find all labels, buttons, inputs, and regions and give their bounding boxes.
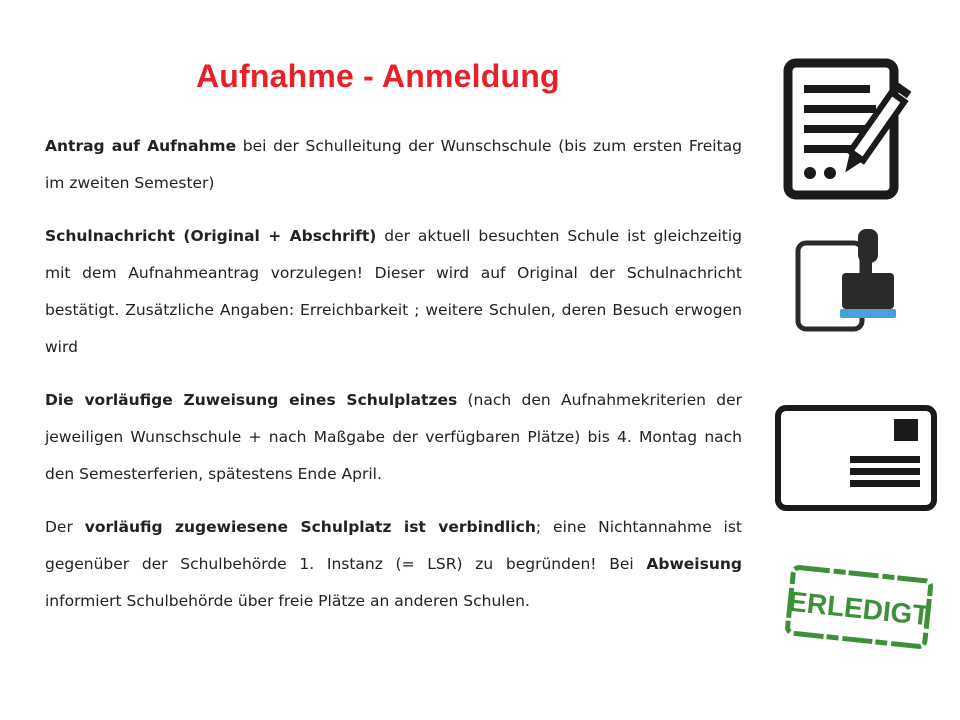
erledigt-stamp-icon	[778, 560, 940, 656]
paragraph-schulnachricht	[45, 218, 742, 366]
paragraph-antrag	[45, 128, 742, 202]
paragraph-bold: Die vorläufige Zuweisung eines Schulplatzes	[45, 391, 458, 409]
paragraph-text: ; eine Nichtannahme ist gegenüber der Schulbehörde 1. Instanz (= LSR) zu begründen! Bei	[45, 518, 742, 573]
paragraph-verbindlich	[45, 509, 742, 620]
page-title: Aufnahme - Anmeldung	[196, 58, 560, 94]
stamp-icon	[792, 225, 904, 337]
paragraph-bold: vorläufig zugewiesene Schulplatz ist verbindlich	[84, 518, 536, 536]
paragraph-text: (nach den Aufnahmekriterien der jeweiligen Wunschschule + nach Maßgabe der verfügbaren Plätze) bis 4. Montag nach den Semesterferien, spätestens Ende April.	[45, 391, 742, 483]
paragraph-text: Der	[45, 518, 85, 536]
paragraph-zuweisung	[45, 382, 742, 493]
paragraph-bold: Abweisung	[646, 555, 742, 573]
paragraph-text: bei der Schulleitung der Wunschschule (bis zum ersten Freitag im zweiten Semester)	[45, 137, 742, 192]
form-with-pencil-icon	[780, 55, 925, 203]
envelope-icon	[774, 404, 938, 512]
erledigt-stamp-text: ERLEDIGT	[786, 585, 931, 632]
paragraph-bold: Schulnachricht (Original + Abschrift)	[45, 227, 377, 245]
paragraph-bold: Antrag auf Aufnahme	[45, 137, 237, 155]
paragraph-text: der aktuell besuchten Schule ist gleichzeitig mit dem Aufnahmeantrag vorzulegen! Dieser wird auf Original der Schulnachricht bestätigt. Zusätzliche Angaben: Erreichbarkeit ; weitere Schulen, deren Besuch erwogen wird	[45, 227, 742, 356]
paragraph-text: informiert Schulbehörde über freie Plätze an anderen Schulen.	[45, 592, 530, 610]
document-body	[45, 128, 742, 620]
